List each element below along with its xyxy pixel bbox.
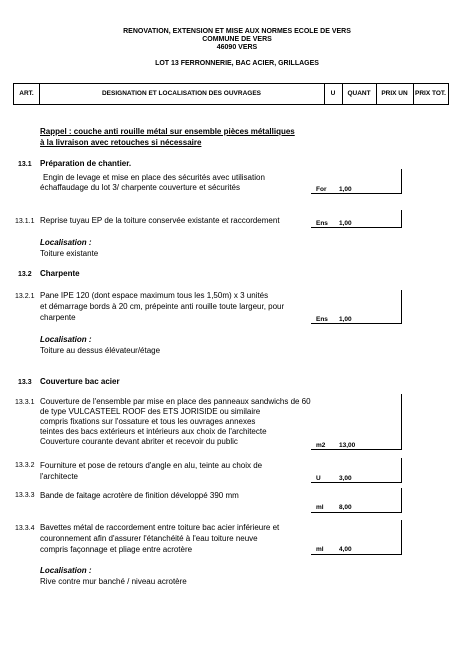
section-title: Couverture bac acier	[40, 377, 120, 386]
column-line	[401, 290, 402, 324]
row-line	[311, 227, 402, 228]
col-quantity: QUANT	[347, 90, 371, 97]
item-text: et démarrage bords à 20 cm, prépeinte anti rouille toute largeur, pour	[40, 302, 285, 311]
item-number: 13.3.2	[15, 462, 35, 469]
item-number: 13.3.4	[15, 525, 35, 532]
localisation-label: Localisation :	[40, 566, 92, 575]
item-number: 13.3.1	[15, 399, 35, 406]
item-text: charpente	[40, 313, 76, 322]
commune-name: COMMUNE DE VERS	[202, 36, 272, 43]
col-unit: U	[330, 90, 336, 97]
item-text: Bande de faitage acrotère de finition développé 390 mm	[40, 491, 239, 500]
col-designation: DESIGNATION ET LOCALISATION DES OUVRAGES	[101, 90, 262, 97]
item-quantity: 13,00	[339, 442, 356, 449]
item-text: de type VULCASTEEL ROOF des ETS JORISIDE ou similaire	[40, 407, 261, 416]
postal-address: 46090 VERS	[216, 44, 258, 51]
item-text: Pane IPE 120 (dont espace maximum tous les 1,50m) x 3 unités	[40, 291, 269, 300]
column-line	[401, 458, 402, 483]
column-line	[401, 520, 402, 555]
item-number: 13.3.3	[15, 492, 35, 499]
item-text: Fourniture et pose de retours d'angle en alu, teinte au choix de	[40, 461, 263, 470]
item-text: compris façonnage et pliage entre acrotère	[40, 545, 193, 554]
item-unit: Ens	[316, 316, 328, 323]
row-line	[311, 482, 402, 483]
localisation-label: Localisation :	[40, 335, 92, 344]
item-quantity: 8,00	[339, 504, 352, 511]
row-line	[311, 512, 402, 513]
column-line	[401, 210, 402, 228]
row-line	[311, 554, 402, 555]
item-unit: ml	[316, 504, 324, 511]
section-title: Préparation de chantier.	[40, 159, 132, 168]
item-number: 13.2.1	[15, 293, 35, 300]
col-unit-price: PRIX UN	[381, 90, 408, 97]
item-quantity: 1,00	[339, 220, 352, 227]
col-total-price: PRIX TOT.	[415, 90, 446, 97]
item-text: couronnement afin d'assurer l'étanchéité à l'eau toiture neuve	[40, 534, 258, 543]
rappel-line-2: à la livraison avec retouches si nécessaire	[40, 138, 202, 147]
item-unit: Ens	[316, 220, 328, 227]
column-line	[401, 394, 402, 450]
item-number: 13.1.1	[15, 218, 35, 225]
row-line	[311, 449, 402, 450]
item-text: compris fixations sur l'ossature et tous les ouvrages annexes	[40, 417, 256, 426]
item-text: Bavettes métal de raccordement entre toiture bac acier inférieure et	[40, 523, 280, 532]
item-quantity: 4,00	[339, 546, 352, 553]
item-text: teintes des bacs extérieurs et intérieurs aux choix de l'architecte	[40, 427, 267, 436]
col-art: ART.	[19, 90, 34, 97]
item-unit: ml	[316, 546, 324, 553]
lot-title: LOT 13 FERRONNERIE, BAC ACIER, GRILLAGES	[155, 60, 319, 67]
item-quantity: 3,00	[339, 475, 352, 482]
localisation-value: Toiture au dessus élévateur/étage	[40, 346, 161, 355]
item-text: Reprise tuyau EP de la toiture conservée existante et raccordement	[40, 216, 280, 225]
document-title: RENOVATION, EXTENSION ET MISE AUX NORMES ECOLE DE VERS	[123, 28, 351, 35]
item-text: échaffaudage du lot 3/ charpente couverture et sécurités	[40, 183, 240, 192]
localisation-value: Toiture existante	[40, 249, 99, 258]
item-unit: m2	[316, 442, 326, 449]
item-text: Couverture courante devant abriter et recevoir du public	[40, 437, 238, 446]
rappel-line-1: Rappel : couche anti rouille métal sur ensemble pièces métalliques	[40, 127, 295, 136]
section-title: Charpente	[40, 269, 80, 278]
section-number: 13.3	[18, 379, 32, 386]
item-quantity: 1,00	[339, 316, 352, 323]
column-line	[401, 488, 402, 513]
row-line	[311, 323, 402, 324]
item-text: l'architecte	[40, 472, 78, 481]
column-line	[401, 169, 402, 194]
localisation-label: Localisation :	[40, 238, 92, 247]
item-quantity: 1,00	[339, 186, 352, 193]
item-text: Engin de levage et mise en place des sécurités avec utilisation	[43, 173, 265, 182]
localisation-value: Rive contre mur banché / niveau acrotère	[40, 577, 187, 586]
item-unit: U	[316, 475, 321, 482]
section-number: 13.1	[18, 161, 32, 168]
section-number: 13.2	[18, 271, 32, 278]
table-header	[13, 83, 449, 105]
item-unit: For	[316, 186, 327, 193]
row-line	[311, 193, 402, 194]
item-text: Couverture de l'ensemble par mise en place des panneaux sandwichs de 60	[40, 397, 311, 406]
